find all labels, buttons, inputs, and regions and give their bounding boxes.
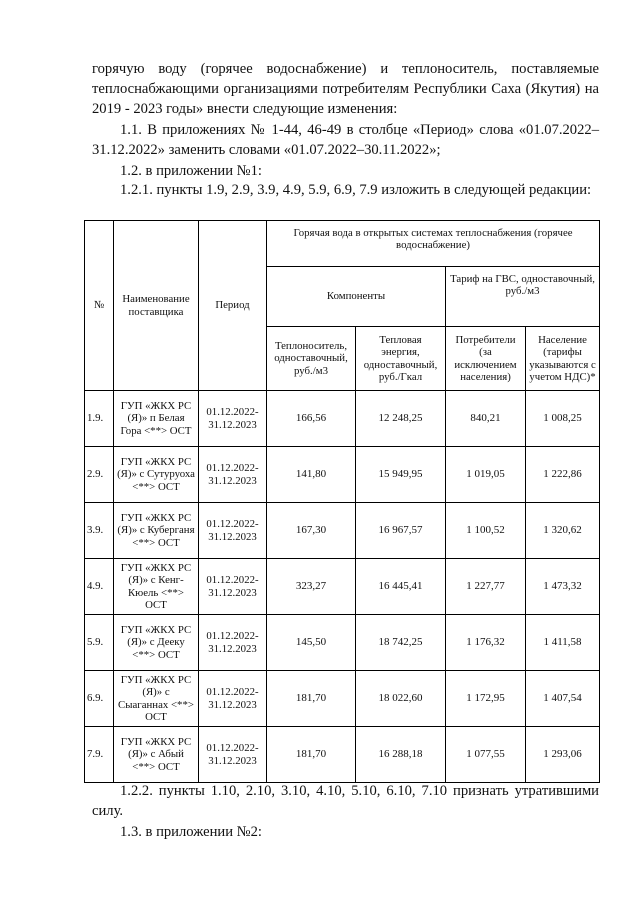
header-supplier: Наименование поставщика xyxy=(114,221,199,391)
tariff-table xyxy=(84,220,600,783)
row-heat: 16 288,18 xyxy=(356,727,446,783)
paragraph-1-2-1: 1.2.1. пункты 1.9, 2.9, 3.9, 4.9, 5.9, 6.9, 7.9 изложить в следующей редакции: xyxy=(120,182,592,198)
row-consumers: 1 176,32 xyxy=(446,615,526,671)
row-period: 01.12.2022-31.12.2023 xyxy=(199,391,267,447)
row-population: 1 473,32 xyxy=(526,559,600,615)
row-coolant: 141,80 xyxy=(267,447,356,503)
header-consumers: Потребители (за исключением населения) xyxy=(446,327,526,391)
header-period: Период xyxy=(199,221,267,391)
row-population: 1 008,25 xyxy=(526,391,600,447)
row-consumers: 1 077,55 xyxy=(446,727,526,783)
row-heat: 18 022,60 xyxy=(356,671,446,727)
header-heat-energy: Тепловая энергия, одноставочный, руб./Гкал xyxy=(356,327,446,391)
table-row xyxy=(85,727,600,783)
row-population: 1 222,86 xyxy=(526,447,600,503)
row-period: 01.12.2022-31.12.2023 xyxy=(199,671,267,727)
table-row xyxy=(85,559,600,615)
row-num: 7.9. xyxy=(85,727,114,783)
row-population: 1 320,62 xyxy=(526,503,600,559)
row-supplier: ГУП «ЖКХ РС (Я)» с Кенг-Кюель <**> ОСТ xyxy=(114,559,199,615)
table-row xyxy=(85,615,600,671)
row-supplier: ГУП «ЖКХ РС (Я)» п Белая Гора <**> ОСТ xyxy=(114,391,199,447)
row-consumers: 840,21 xyxy=(446,391,526,447)
row-population: 1 293,06 xyxy=(526,727,600,783)
row-supplier: ГУП «ЖКХ РС (Я)» с Сутуруоха <**> ОСТ xyxy=(114,447,199,503)
row-num: 2.9. xyxy=(85,447,114,503)
row-supplier: ГУП «ЖКХ РС (Я)» с Куберганя <**> ОСТ xyxy=(114,503,199,559)
row-coolant: 145,50 xyxy=(267,615,356,671)
row-heat: 16 445,41 xyxy=(356,559,446,615)
row-heat: 15 949,95 xyxy=(356,447,446,503)
row-supplier: ГУП «ЖКХ РС (Я)» с Абый <**> ОСТ xyxy=(114,727,199,783)
row-period: 01.12.2022-31.12.2023 xyxy=(199,447,267,503)
row-period: 01.12.2022-31.12.2023 xyxy=(199,559,267,615)
row-heat: 12 248,25 xyxy=(356,391,446,447)
header-components: Компоненты xyxy=(267,267,446,327)
row-num: 3.9. xyxy=(85,503,114,559)
row-coolant: 166,56 xyxy=(267,391,356,447)
header-tariff: Тариф на ГВС, одноставочный, руб./м3 xyxy=(446,267,600,327)
row-heat: 18 742,25 xyxy=(356,615,446,671)
row-consumers: 1 172,95 xyxy=(446,671,526,727)
row-period: 01.12.2022-31.12.2023 xyxy=(199,727,267,783)
row-num: 4.9. xyxy=(85,559,114,615)
header-coolant: Теплоноситель, одноставочный, руб./м3 xyxy=(267,327,356,391)
row-heat: 16 967,57 xyxy=(356,503,446,559)
row-num: 1.9. xyxy=(85,391,114,447)
table-row xyxy=(85,503,600,559)
row-num: 6.9. xyxy=(85,671,114,727)
row-coolant: 167,30 xyxy=(267,503,356,559)
header-num: № xyxy=(85,221,114,391)
paragraph-1-1: 1.1. В приложениях № 1-44, 46-49 в столбце «Период» слова «01.07.2022–31.12.2022» заменить словами «01.07.2022–30.11.2022»; xyxy=(92,122,599,158)
row-coolant: 323,27 xyxy=(267,559,356,615)
row-consumers: 1 100,52 xyxy=(446,503,526,559)
header-population: Население (тарифы указываются с учетом НДС)* xyxy=(526,327,600,391)
row-consumers: 1 019,05 xyxy=(446,447,526,503)
row-coolant: 181,70 xyxy=(267,671,356,727)
row-num: 5.9. xyxy=(85,615,114,671)
row-period: 01.12.2022-31.12.2023 xyxy=(199,503,267,559)
row-consumers: 1 227,77 xyxy=(446,559,526,615)
row-coolant: 181,70 xyxy=(267,727,356,783)
row-period: 01.12.2022-31.12.2023 xyxy=(199,615,267,671)
row-supplier: ГУП «ЖКХ РС (Я)» с Дееку <**> ОСТ xyxy=(114,615,199,671)
table-row xyxy=(85,671,600,727)
paragraph-1-3: 1.3. в приложении №2: xyxy=(120,824,262,840)
table-row xyxy=(85,447,600,503)
header-hot-water: Горячая вода в открытых системах теплоснабжения (горячее водоснабжение) xyxy=(267,221,600,267)
paragraph-1-2-2: 1.2.2. пункты 1.10, 2.10, 3.10, 4.10, 5.10, 6.10, 7.10 признать утратившими силу. xyxy=(92,783,599,819)
row-population: 1 407,54 xyxy=(526,671,600,727)
intro-paragraph: горячую воду (горячее водоснабжение) и теплоноситель, поставляемые теплоснабжающими организациями потребителям Республики Саха (Якутия) на 2019 - 2023 годы» внести следующие изменения: xyxy=(92,61,599,117)
row-supplier: ГУП «ЖКХ РС (Я)» с Сыаганнах <**> ОСТ xyxy=(114,671,199,727)
paragraph-1-2: 1.2. в приложении №1: xyxy=(120,163,262,179)
row-population: 1 411,58 xyxy=(526,615,600,671)
table-row xyxy=(85,391,600,447)
